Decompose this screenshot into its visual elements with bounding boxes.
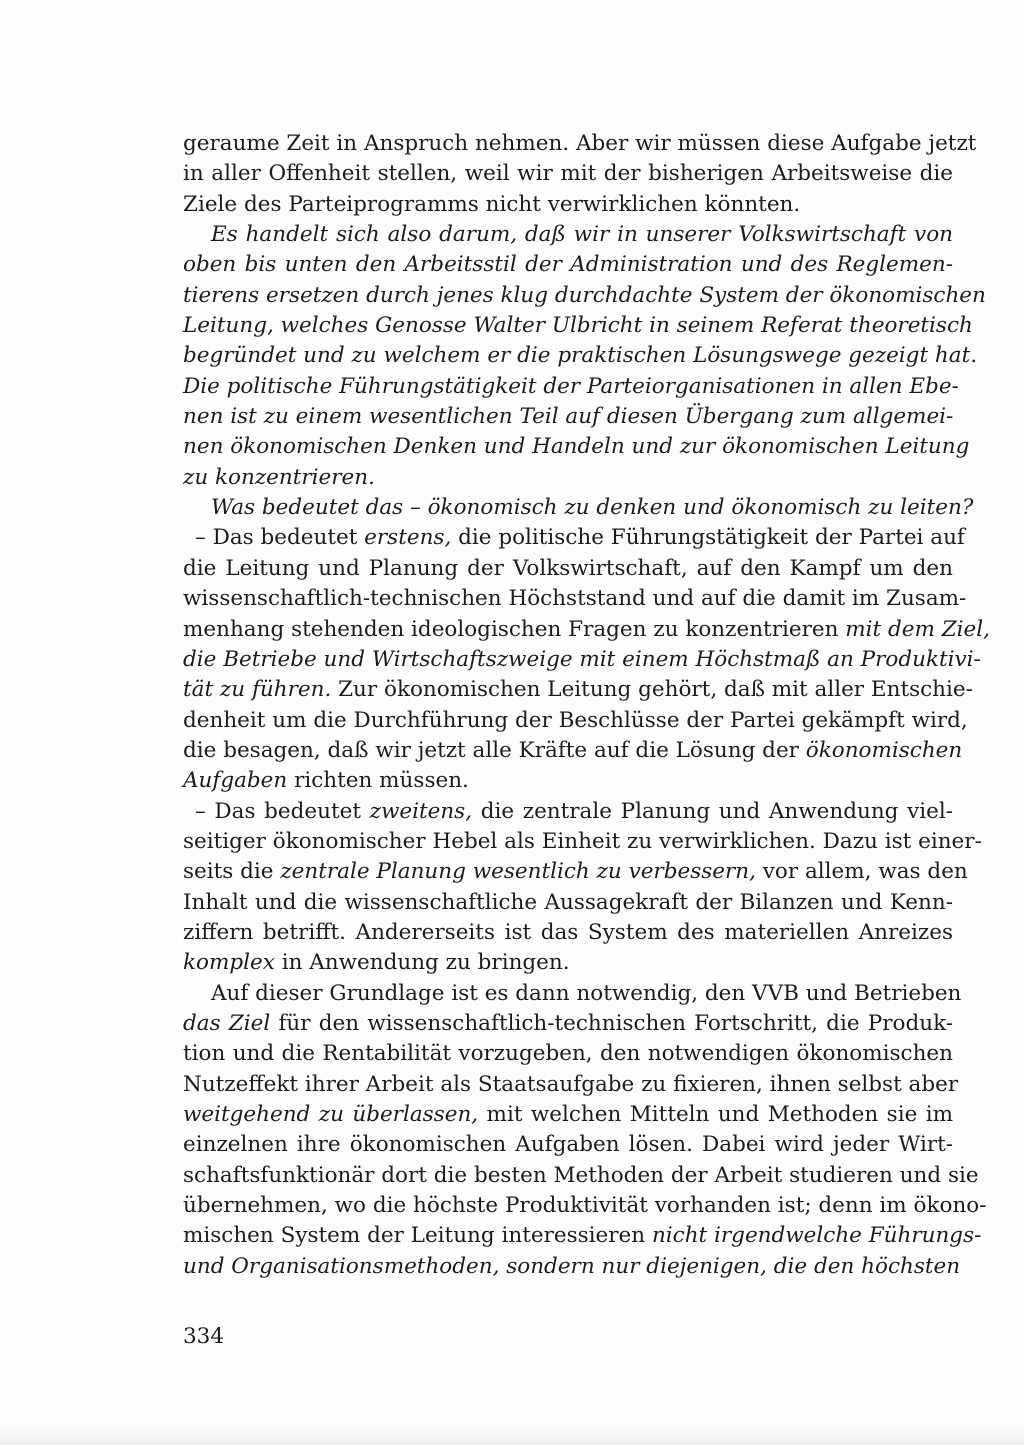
text-line — [183, 311, 973, 341]
text-run: Inhalt und die wissenschaftliche Aussagekraft der Bilanzen und Kenn- — [183, 889, 953, 915]
italic-run: das Ziel — [183, 1010, 271, 1036]
text-line — [183, 1039, 953, 1069]
paragraph — [183, 979, 987, 1282]
italic-run: Aufgaben — [183, 768, 288, 794]
text-run: Zur ökonomischen Leitung gehört, daß mit aller Entschie- — [331, 677, 973, 703]
italic-run: zweitens, — [369, 798, 473, 824]
text-run: die politische Führungstätigkeit der Partei auf — [451, 525, 965, 551]
italic-run: mit dem Ziel, — [845, 616, 990, 642]
text-line — [183, 736, 963, 766]
text-run: einzelnen ihre ökonomischen Aufgaben lösen. Dabei wird jeder Wirt- — [183, 1132, 953, 1158]
text-line — [183, 250, 953, 280]
text-run: die besagen, daß wir jetzt alle Kräfte auf die Lösung der — [183, 737, 806, 763]
text-line — [183, 159, 953, 189]
text-run: richten müssen. — [287, 768, 469, 794]
body-text — [183, 129, 990, 1282]
italic-run: tierens ersetzen durch jenes klug durchdachte System der ökonomischen — [183, 282, 986, 308]
italic-run: Leitung, welches Genosse Walter Ulbricht in seinem Referat theoretisch — [183, 313, 973, 339]
italic-run: und Organisationsmethoden, sondern nur diejenigen, die den höchsten — [183, 1253, 961, 1279]
text-line — [183, 554, 953, 584]
text-run: – Das bedeutet — [195, 798, 370, 824]
text-line — [183, 372, 959, 402]
text-line — [183, 1009, 953, 1039]
text-line — [183, 1191, 987, 1221]
italic-run: weitgehend zu überlassen, — [183, 1102, 479, 1127]
text-line — [183, 432, 970, 462]
italic-run: begründet und zu welchem er die praktischen Lösungswege gezeigt hat. — [183, 343, 978, 369]
text-line — [183, 706, 968, 736]
text-line — [183, 979, 962, 1009]
text-line — [183, 857, 968, 887]
italic-run: ökonomischen — [805, 737, 963, 763]
text-line — [183, 523, 965, 553]
italic-run: die Betriebe und Wirtschaftszweige mit einem Höchstmaß an Produktivi- — [183, 646, 981, 672]
text-run: Auf dieser Grundlage ist es dann notwendig, den VVB und Betrieben — [211, 980, 962, 1006]
text-line — [183, 129, 977, 159]
text-run: Nutzeffekt ihrer Arbeit als Staatsaufgabe zu fixieren, ihnen selbst aber — [183, 1071, 959, 1097]
text-run: übernehmen, wo die höchste Produktivität vorhanden ist; denn im ökono- — [183, 1193, 987, 1219]
italic-run: Was bedeutet das – ökonomisch zu denken und ökonomisch zu leiten? — [211, 495, 974, 521]
text-line — [183, 402, 953, 432]
text-line — [183, 645, 981, 675]
text-line — [183, 1161, 979, 1191]
text-line — [183, 918, 953, 948]
text-line — [183, 341, 978, 371]
italic-run: erstens, — [364, 525, 452, 551]
page-number: 334 — [183, 1324, 225, 1349]
text-line — [183, 1221, 982, 1251]
text-run: mit welchen Mitteln und Methoden sie im — [478, 1102, 953, 1127]
text-line — [183, 797, 953, 827]
italic-run: nen ökonomischen Denken und Handeln und zur ökonomischen Leitung — [183, 434, 970, 460]
text-line — [183, 1130, 953, 1160]
text-line — [183, 190, 953, 220]
scan-edge-shadow — [0, 1423, 1024, 1445]
text-run: Ziele des Parteiprogramms nicht verwirklichen könnten. — [183, 191, 801, 217]
text-run: – Das bedeutet — [195, 525, 365, 551]
text-line — [183, 1252, 961, 1282]
text-line — [183, 948, 953, 978]
text-run: denheit um die Durchführung der Beschlüsse der Partei gekämpft wird, — [183, 707, 968, 733]
text-run: in Anwendung zu bringen. — [274, 950, 570, 976]
italic-run: zentrale Planung wesentlich zu verbessern, — [280, 859, 756, 885]
italic-run: Die politische Führungstätigkeit der Parteiorganisationen in allen Ebe- — [183, 373, 959, 399]
text-line — [183, 1100, 953, 1130]
text-run: mischen System der Leitung interessieren — [183, 1223, 652, 1249]
text-run: menhang stehenden ideologischen Fragen zu konzentrieren — [183, 616, 846, 642]
text-run: seitiger ökonomischer Hebel als Einheit zu verwirklichen. Dazu ist einer- — [183, 828, 982, 854]
text-run: für den wissenschaftlich-technischen Fortschritt, die Produk- — [270, 1010, 953, 1036]
paragraph — [183, 523, 990, 796]
paragraph — [183, 797, 982, 979]
text-run: die zentrale Planung und Anwendung viel- — [472, 798, 953, 824]
text-line — [183, 675, 973, 705]
text-run: tion und die Rentabilität vorzugeben, den notwendigen ökonomischen — [183, 1041, 953, 1067]
text-line — [183, 1070, 959, 1100]
text-line — [183, 463, 953, 493]
text-line — [183, 584, 967, 614]
text-run: ziffern betrifft. Andererseits ist das System des materiellen Anreizes — [183, 919, 953, 945]
paragraph — [183, 493, 974, 523]
text-run: schaftsfunktionär dort die besten Methoden der Arbeit studieren und sie — [183, 1162, 979, 1188]
italic-run: Es handelt sich also darum, daß wir in unserer Volkswirtschaft von — [211, 222, 953, 248]
text-run: geraume Zeit in Anspruch nehmen. Aber wir müssen diese Aufgabe jetzt — [183, 131, 977, 156]
paragraph — [183, 129, 977, 220]
text-line — [183, 493, 974, 523]
text-line — [183, 827, 982, 857]
text-run: wissenschaftlich-technischen Höchststand und auf die damit im Zusam- — [183, 586, 967, 612]
text-line — [183, 220, 953, 250]
italic-run: oben bis unten den Arbeitsstil der Administration und des Reglemen- — [183, 252, 953, 278]
text-line — [183, 615, 990, 645]
text-run: vor allem, was den — [755, 859, 968, 885]
text-run: in aller Offenheit stellen, weil wir mit der bisherigen Arbeitsweise die — [183, 161, 953, 187]
italic-run: zu konzentrieren. — [183, 464, 375, 490]
text-line — [183, 766, 953, 796]
text-line — [183, 888, 953, 918]
text-run: seits die — [183, 859, 281, 885]
paragraph — [183, 220, 986, 493]
text-run: die Leitung und Planung der Volkswirtschaft, auf den Kampf um den — [183, 555, 953, 581]
italic-run: nicht irgendwelche Führungs- — [651, 1223, 982, 1249]
text-line — [183, 281, 986, 311]
italic-run: tät zu führen. — [183, 677, 332, 703]
italic-run: nen ist zu einem wesentlichen Teil auf diesen Übergang zum allgemei- — [183, 404, 954, 430]
italic-run: komplex — [183, 950, 275, 976]
